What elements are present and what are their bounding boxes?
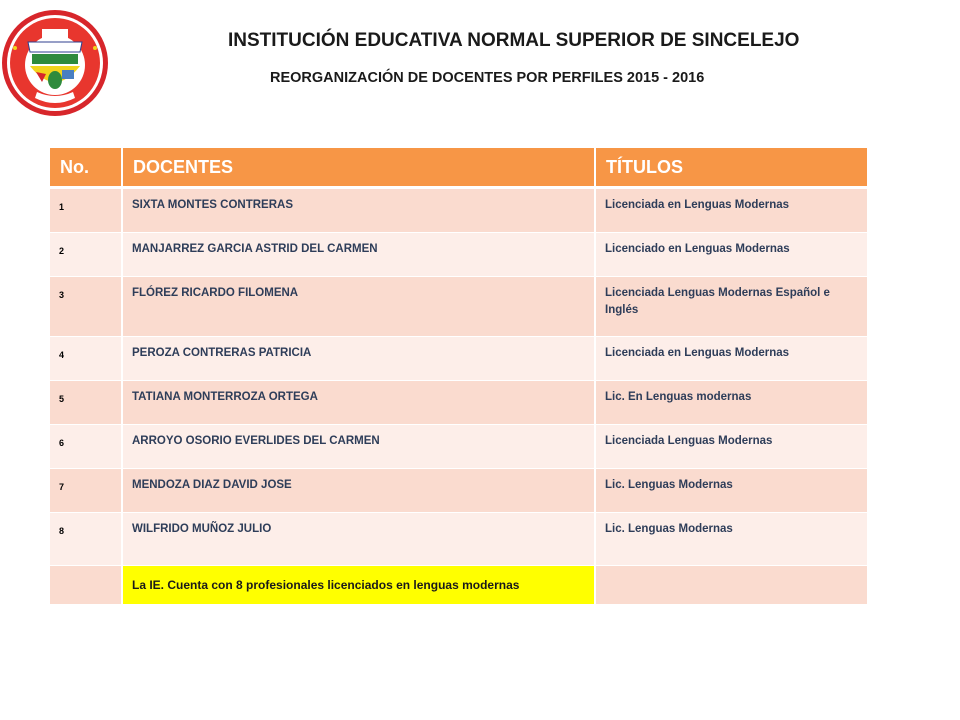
docente-name: WILFRIDO MUÑOZ JULIO — [122, 513, 595, 566]
column-header-titulos: TÍTULOS — [595, 148, 867, 188]
docente-name: MENDOZA DIAZ DAVID JOSE — [122, 469, 595, 513]
row-number: 2 — [50, 233, 122, 277]
column-header-number: No. — [50, 148, 122, 188]
docente-title: Licenciada Lenguas Modernas Español e Inglés — [595, 277, 867, 337]
docente-title: Lic. Lenguas Modernas — [595, 469, 867, 513]
school-seal-logo — [0, 8, 110, 118]
table-row — [50, 425, 867, 469]
row-number: 3 — [50, 277, 122, 337]
docente-name: MANJARREZ GARCIA ASTRID DEL CARMEN — [122, 233, 595, 277]
row-number: 5 — [50, 381, 122, 425]
table-header-row — [50, 148, 867, 188]
summary-row — [50, 566, 867, 605]
docente-title: Licenciado en Lenguas Modernas — [595, 233, 867, 277]
docente-title: Licenciada Lenguas Modernas — [595, 425, 867, 469]
docentes-table — [50, 148, 867, 605]
summary-note: La IE. Cuenta con 8 profesionales licenciados en lenguas modernas — [122, 566, 595, 605]
summary-empty-cell — [50, 566, 122, 605]
docente-title: Licenciada en Lenguas Modernas — [595, 188, 867, 233]
table-row — [50, 337, 867, 381]
table-row — [50, 233, 867, 277]
docente-title: Licenciada en Lenguas Modernas — [595, 337, 867, 381]
docente-name: FLÓREZ RICARDO FILOMENA — [122, 277, 595, 337]
docente-name: SIXTA MONTES CONTRERAS — [122, 188, 595, 233]
row-number: 1 — [50, 188, 122, 233]
table-row — [50, 188, 867, 233]
column-header-docentes: DOCENTES — [122, 148, 595, 188]
row-number: 8 — [50, 513, 122, 566]
table-row — [50, 277, 867, 337]
docente-name: PEROZA CONTRERAS PATRICIA — [122, 337, 595, 381]
docente-title: Lic. Lenguas Modernas — [595, 513, 867, 566]
page-subtitle: REORGANIZACIÓN DE DOCENTES POR PERFILES 2015 - 2016 — [270, 70, 705, 86]
table-row — [50, 513, 867, 566]
table-row — [50, 381, 867, 425]
table-row — [50, 469, 867, 513]
page-title: INSTITUCIÓN EDUCATIVA NORMAL SUPERIOR DE SINCELEJO — [228, 30, 800, 51]
docente-name: ARROYO OSORIO EVERLIDES DEL CARMEN — [122, 425, 595, 469]
docente-name: TATIANA MONTERROZA ORTEGA — [122, 381, 595, 425]
row-number: 4 — [50, 337, 122, 381]
row-number: 6 — [50, 425, 122, 469]
row-number: 7 — [50, 469, 122, 513]
summary-empty-cell — [595, 566, 867, 605]
docente-title: Lic. En Lenguas modernas — [595, 381, 867, 425]
